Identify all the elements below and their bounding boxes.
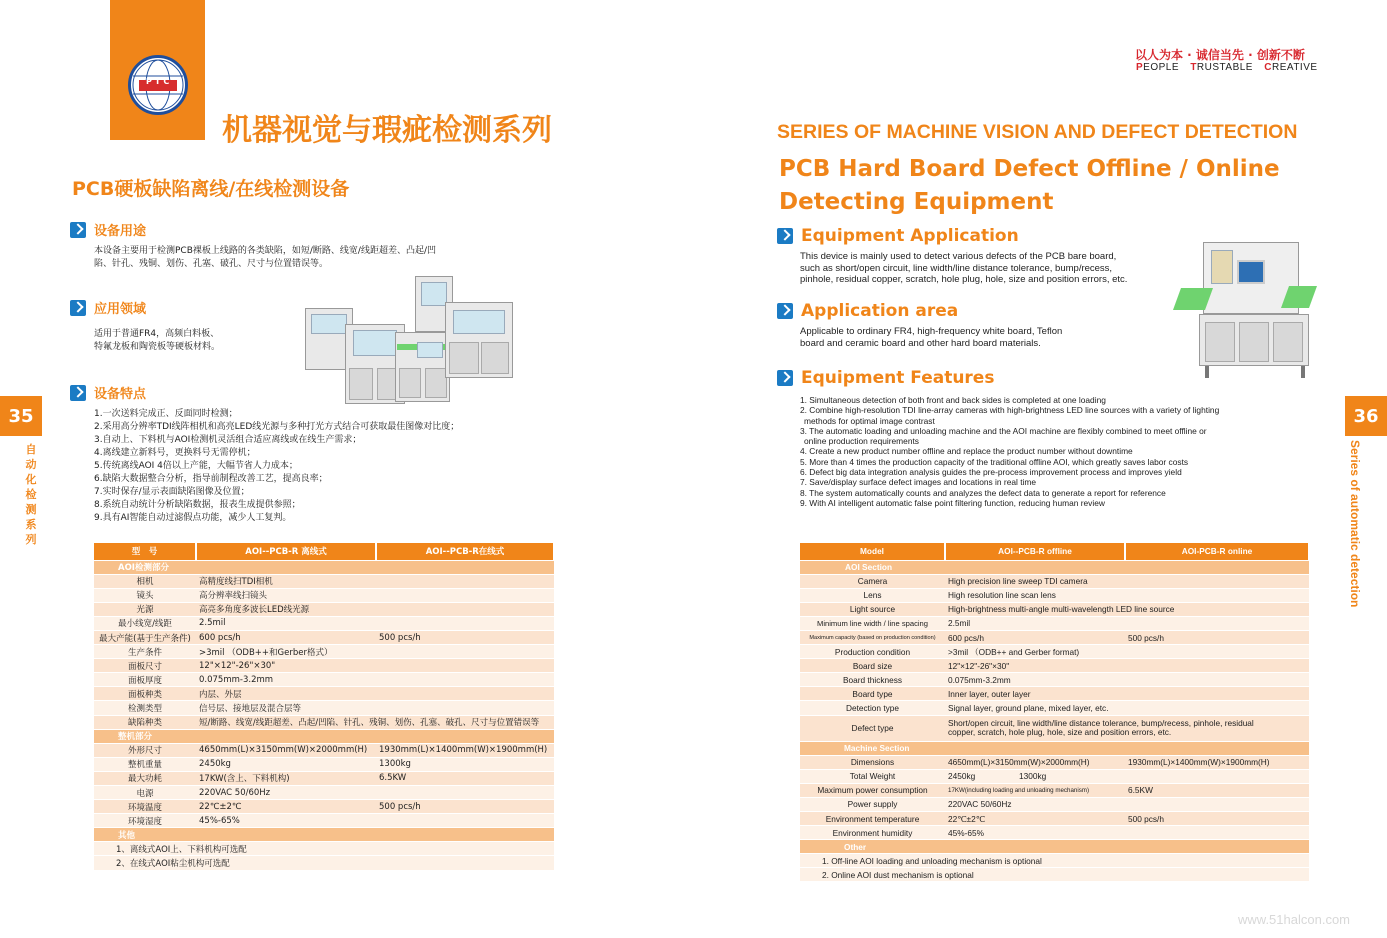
table-row: Minimum line width / line spacing 2.5mil	[800, 616, 1309, 630]
features-heading-cn: 设备特点	[70, 383, 146, 402]
slogan-cn: 以人为本 · 诚信当先 · 创新不断	[1135, 48, 1305, 62]
area-heading-cn: 应用领域	[70, 298, 146, 317]
table-section-row: 其他	[94, 828, 554, 842]
table-row: 生产条件 >3mil （ODB++和Gerber格式）	[94, 645, 554, 659]
aoi-machine-image	[1175, 238, 1315, 383]
arrow-right-icon	[70, 385, 86, 401]
table-row: 镜头 高分辨率线扫镜头	[94, 588, 554, 602]
table-row: Light source High-brightness multi-angle multi-wavelength LED line source	[800, 602, 1309, 616]
feature-item: 8.系统自动统计分析缺陷数据，报表生成提供参照；	[94, 500, 301, 510]
table-note-row: 2. Online AOI dust mechanism is optional	[800, 868, 1309, 882]
table-note-row: 1、离线式AOI上、下料机构可选配	[94, 842, 554, 856]
side-label-en: Series of automatic detection	[1348, 440, 1362, 608]
table-row: 电源 220VAC 50/60Hz	[94, 786, 554, 800]
area-text-cn: 适用于普通FR4，高频白料板、 特氟龙板和陶瓷板等硬板材料。	[94, 329, 221, 352]
table-note-row: 1. Off-line AOI loading and unloading mechanism is optional	[800, 854, 1309, 868]
table-row: 面板尺寸 12"×12"-26"×30"	[94, 659, 554, 673]
table-row: Dimensions 4650mm(L)×3150mm(W)×2000mm(H) 1930mm(L)×1400mm(W)×1900mm(H)	[800, 755, 1309, 769]
arrow-right-icon	[70, 222, 86, 238]
table-section-row: AOI检测部分	[94, 560, 554, 574]
table-row: Maximum power consumption 17KW(including loading and unloading mechanism) 6.5KW	[800, 783, 1309, 797]
table-row: 外形尺寸 4650mm(L)×3150mm(W)×2000mm(H) 1930mm(L)×1400mm(W)×1900mm(H)	[94, 743, 554, 757]
feature-item: 5.传统离线AOI 4倍以上产能，大幅节省人力成本；	[94, 461, 298, 471]
feature-item: 6. Defect big data integration analysis guides the pre-process improvement process and improves yield	[800, 467, 1182, 478]
table-row: Production condition >3mil （ODB++ and Gerber format)	[800, 645, 1309, 659]
logo-text: PTC	[146, 77, 173, 86]
table-row: Total Weight 2450kg 1300kg	[800, 769, 1309, 783]
feature-item: 1.一次送料完成正、反面同时检测；	[94, 409, 238, 419]
feature-item: 3. The automatic loading and unloading machine and the AOI machine are flexibly combined to meet offline or	[800, 425, 1207, 436]
table-row: Camera High precision line sweep TDI camera	[800, 574, 1309, 588]
table-row: Board type Inner layer, outer layer	[800, 687, 1309, 701]
table-row: 光源 高亮多角度多波长LED线光源	[94, 602, 554, 616]
table-row: Defect type Short/open circuit, line width/line distance tolerance, bump/recess, pinhole, residual copper, scratch, hole plug, hole, size and position errors, etc.	[800, 715, 1309, 741]
feature-item: methods for optimal image contrast	[804, 415, 935, 426]
feature-item: 6.缺陷大数据整合分析，指导前制程改善工艺，提高良率；	[94, 474, 328, 484]
page-number-left: 35	[0, 396, 42, 436]
table-row: Environment humidity 45%-65%	[800, 826, 1309, 840]
table-note-row: 2、在线式AOI粘尘机构可选配	[94, 856, 554, 870]
series-title-en: SERIES OF MACHINE VISION AND DEFECT DETECTION	[777, 121, 1298, 143]
feature-item: 2. Combine high-resolution TDI line-array cameras with high-brightness LED line sources with a variety of lighting	[800, 405, 1220, 416]
product-title-en: PCB Hard Board Defect Offline / Online Detecting Equipment	[779, 156, 1280, 215]
table-row: 缺陷种类 短/断路、线宽/线距超差、凸起/凹陷、针孔、残铜、划伤、孔塞、破孔、尺寸与位置错误等	[94, 715, 554, 729]
table-row: 相机 高精度线扫TDI相机	[94, 574, 554, 588]
arrow-right-icon	[70, 300, 86, 316]
table-row: Lens High resolution line scan lens	[800, 588, 1309, 602]
arrow-right-icon	[777, 303, 793, 319]
table-row: Environment temperature 22℃±2℃ 500 pcs/h	[800, 812, 1309, 826]
table-row: 最大功耗 17KW(含上、下料机构) 6.5KW	[94, 771, 554, 785]
arrow-right-icon	[777, 228, 793, 244]
page-number-right: 36	[1345, 396, 1387, 436]
feature-item: 5. More than 4 times the production capacity of the traditional offline AOI, which greatly saves labor costs	[800, 456, 1189, 467]
feature-item: 9. With AI intelligent automatic false point filtering function, reducing human review	[800, 497, 1105, 508]
usage-heading-cn: 设备用途	[70, 220, 146, 239]
product-title-cn: PCB硬板缺陷离线/在线检测设备	[72, 178, 350, 200]
table-section-row: 整机部分	[94, 729, 554, 743]
feature-item: 4.离线建立新料号，更换料号无需停机；	[94, 448, 256, 458]
table-row: Detection type Signal layer, ground plane, mixed layer, etc.	[800, 701, 1309, 715]
usage-text-cn: 本设备主要用于检测PCB裸板上线路的各类缺陷，如短/断路、线宽/线距超差、凸起/凹 陷、针孔、残铜、划伤、孔塞、破孔、尺寸与位置错误等。	[94, 246, 436, 269]
side-label-cn: 自动化检测系列	[25, 443, 37, 546]
table-row: Maximum capacity (based on production condition) 600 pcs/h 500 pcs/h	[800, 630, 1309, 644]
aoi-machine-line-image	[305, 272, 515, 412]
feature-item: 9.具有AI智能自动过滤假点功能，减少人工复判。	[94, 513, 292, 523]
table-row: 环境湿度 45%-65%	[94, 814, 554, 828]
table-header-row: 型 号 AOI--PCB-R 离线式 AOI--PCB-R在线式	[94, 543, 554, 560]
features-list-cn	[94, 408, 459, 525]
usage-heading-en: Equipment Application	[777, 226, 1019, 246]
feature-item: 3.自动上、下料机与AOI检测机灵活组合适应离线或在线生产需求；	[94, 435, 362, 445]
features-heading-en: Equipment Features	[777, 368, 994, 388]
table-row: 面板种类 内层、外层	[94, 687, 554, 701]
table-row: 面板厚度 0.075mm-3.2mm	[94, 673, 554, 687]
table-section-row: AOI Section	[800, 560, 1309, 574]
table-row: Board size 12"×12"-26"×30"	[800, 659, 1309, 673]
feature-item: 7.实时保存/显示表面缺陷图像及位置；	[94, 487, 250, 497]
spec-table-en	[800, 543, 1310, 882]
table-row: 环境温度 22℃±2℃ 500 pcs/h	[94, 800, 554, 814]
watermark: www.51halcon.com	[1238, 912, 1350, 927]
feature-item: online production requirements	[804, 436, 919, 447]
features-list-en	[800, 395, 1219, 508]
table-section-row: Machine Section	[800, 741, 1309, 755]
table-section-row: Other	[800, 840, 1309, 854]
monitor-screen	[1237, 260, 1265, 284]
table-row: 整机重量 2450kg 1300kg	[94, 757, 554, 771]
area-heading-en: Application area	[777, 301, 958, 321]
table-row: 检测类型 信号层、接地层及混合层等	[94, 701, 554, 715]
feature-item: 8. The system automatically counts and analyzes the defect data to generate a report for reference	[800, 487, 1166, 498]
table-row: 最大产能(基于生产条件) 600 pcs/h 500 pcs/h	[94, 630, 554, 644]
area-text-en: Applicable to ordinary FR4, high-frequency white board, Teflon board and ceramic board and other hard board materials.	[800, 326, 1063, 349]
table-row: Board thickness 0.075mm-3.2mm	[800, 673, 1309, 687]
table-row: Power supply 220VAC 50/60Hz	[800, 797, 1309, 811]
usage-text-en: This device is mainly used to detect various defects of the PCB bare board, such as short/open circuit, line width/line distance tolerance, bump/recess, pinhole, residual copper, scratch, hole plug, hole, size and position errors, etc.	[800, 251, 1128, 285]
spec-table-cn	[94, 543, 555, 871]
table-header-row: Model AOI--PCB-R offline AOI-PCB-R online	[800, 543, 1309, 560]
series-title-cn: 机器视觉与瑕疵检测系列	[222, 113, 552, 148]
feature-item: 7. Save/display surface defect images and locations in real time	[800, 477, 1037, 488]
slogan-en: PEOPLE TRUSTABLE CREATIVE	[1136, 62, 1318, 73]
feature-item: 4. Create a new product number offline and replace the product number without downtime	[800, 446, 1133, 457]
feature-item: 1. Simultaneous detection of both front and back sides is completed at one loading	[800, 395, 1106, 405]
table-row: 最小线宽/线距 2.5mil	[94, 616, 554, 630]
arrow-right-icon	[777, 370, 793, 386]
feature-item: 2.采用高分辨率TDI线阵相机和高亮LED线光源与多种打光方式结合可获取最佳图像对比度；	[94, 422, 460, 432]
